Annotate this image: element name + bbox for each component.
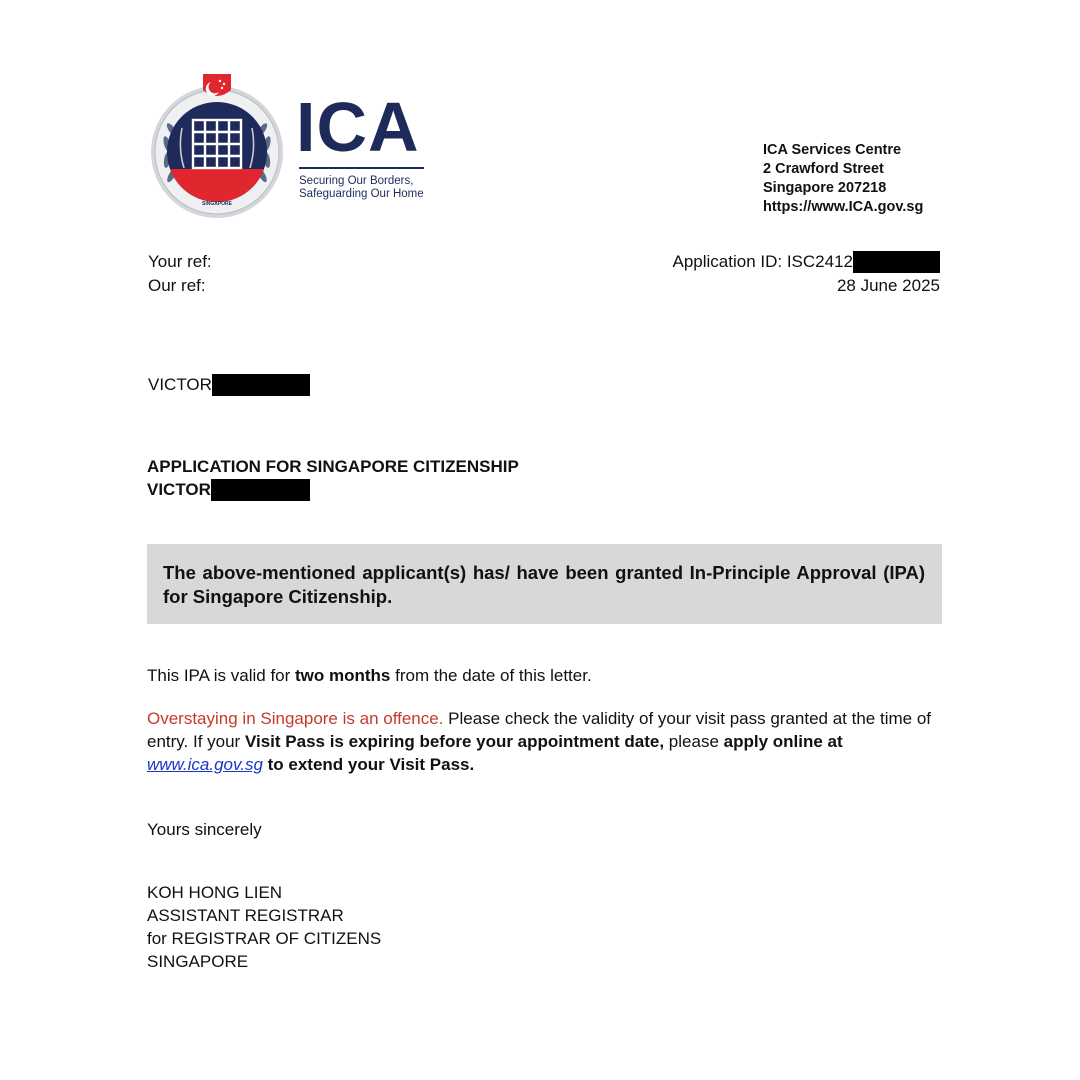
overstay-bold-1: Visit Pass is expiring before your appointment date, xyxy=(244,732,665,751)
sender-address xyxy=(763,141,923,217)
tagline-line-2: Safeguarding Our Home xyxy=(299,188,424,200)
address-line-2: 2 Crawford Street xyxy=(763,161,884,177)
subject-name-line xyxy=(147,478,519,501)
overstay-paragraph xyxy=(147,707,937,776)
subject-heading xyxy=(147,455,519,501)
redaction-bar xyxy=(853,251,940,273)
validity-text-post: from the date of this letter. xyxy=(390,666,592,685)
address-website: https://www.ICA.gov.sg xyxy=(763,199,924,215)
validity-text-pre: This IPA is valid for xyxy=(147,666,296,685)
addressee xyxy=(148,373,310,397)
our-ref-label: Our ref: xyxy=(148,276,206,295)
overstay-bold-3: to extend your Visit Pass. xyxy=(262,755,475,774)
redaction-bar xyxy=(212,374,310,396)
signatory-name: KOH HONG LIEN xyxy=(147,883,283,902)
validity-duration: two months xyxy=(295,666,391,685)
ica-wordmark: ICA xyxy=(296,88,420,166)
wordmark-divider xyxy=(299,167,424,169)
signatory-title: ASSISTANT REGISTRAR xyxy=(147,906,344,925)
subject-title: APPLICATION FOR SINGAPORE CITIZENSHIP xyxy=(147,457,519,476)
address-line-3: Singapore 207218 xyxy=(763,180,887,196)
application-id-text: Application ID: ISC2412 xyxy=(672,252,853,271)
overstay-text-1: Please check the validity of your visit pass granted at the time of entry. If your xyxy=(147,709,932,751)
ica-emblem xyxy=(148,72,286,218)
overstay-warning: Overstaying in Singapore is an offence. xyxy=(147,709,444,728)
validity-paragraph xyxy=(147,664,937,687)
address-line-1: ICA Services Centre xyxy=(763,142,902,158)
flag-shield-icon xyxy=(203,74,231,96)
subject-name: VICTOR xyxy=(147,480,211,499)
closing-salutation: Yours sincerely xyxy=(147,820,262,839)
tagline xyxy=(299,175,424,201)
signatory-country: SINGAPORE xyxy=(147,952,249,971)
tagline-line-1: Securing Our Borders, xyxy=(299,175,414,187)
redaction-bar xyxy=(211,479,310,501)
addressee-name: VICTOR xyxy=(148,375,212,394)
overstay-bold-2: apply online at xyxy=(723,732,843,751)
approval-notice-text: The above-mentioned applicant(s) has/ have been granted In-Principle Approval (IPA) for Singapore Citizenship. xyxy=(163,562,925,607)
signatory-for-line: for REGISTRAR OF CITIZENS xyxy=(147,929,382,948)
overstay-text-2: please xyxy=(664,732,724,751)
letter-date: 28 June 2025 xyxy=(836,276,940,295)
seal-text: SINGAPORE xyxy=(201,201,233,207)
signatory-block xyxy=(147,881,381,973)
your-ref-label: Your ref: xyxy=(148,252,212,271)
application-id xyxy=(673,250,941,274)
ica-website-link[interactable]: www.ica.gov.sg xyxy=(147,755,263,774)
